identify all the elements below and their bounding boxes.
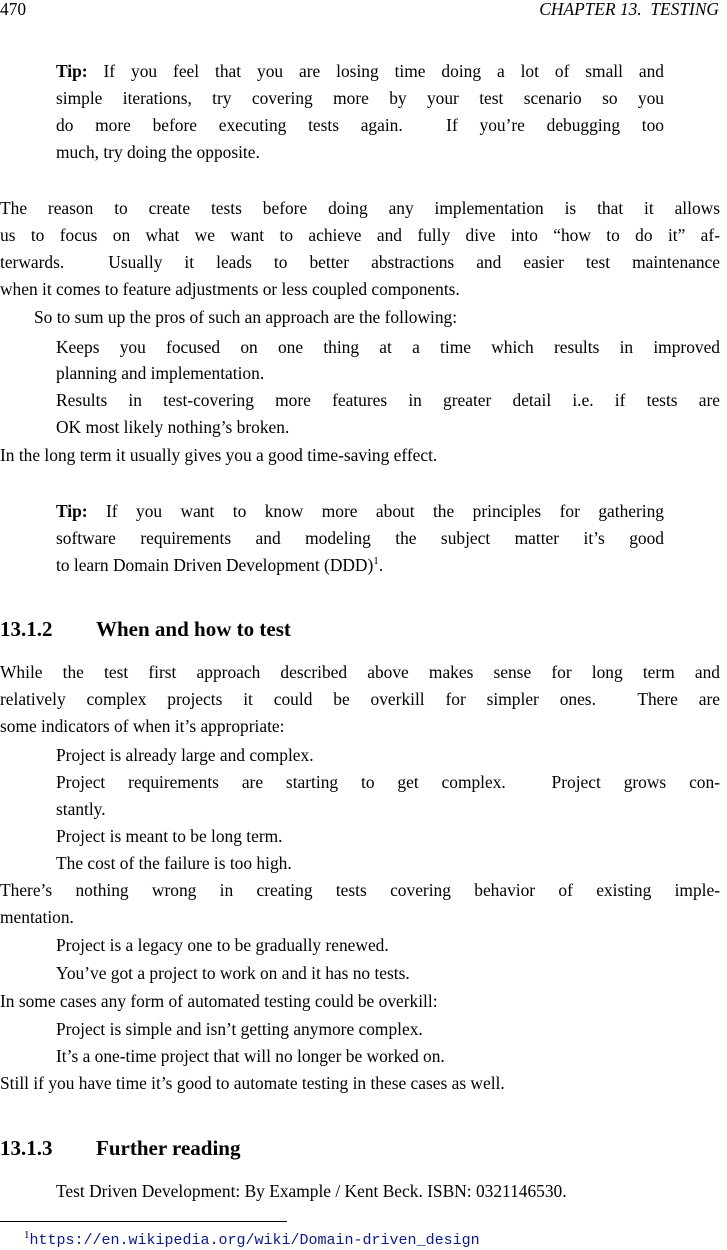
- para1-line-4: when it comes to feature adjustments or less coupled components.: [0, 279, 460, 299]
- pros-item-1-line-1: Keeps you focused on one thing at a time which results in improved: [56, 337, 720, 357]
- s132-closing: Still if you have time it’s good to automate testing in these cases as well.: [0, 1073, 505, 1093]
- pros-outro: In the long term it usually gives you a good time-saving effect.: [0, 445, 438, 465]
- tip1-text: If you feel that you are losing time doing a lot of small and: [103, 61, 664, 81]
- running-header-chapter: CHAPTER 13. TESTING: [539, 0, 719, 19]
- existing-item-1: Project is a legacy one to be gradually renewed.: [56, 935, 389, 955]
- existing-line-1: There’s nothing wrong in creating tests covering behavior of existing imple-: [0, 880, 720, 900]
- footnote-mark: 1: [24, 1229, 30, 1241]
- pros-item-2-line-1: Results in test-covering more features in greater detail i.e. if tests are: [56, 390, 720, 410]
- tip2-line-2: software requirements and modeling the subject matter it’s good: [56, 528, 664, 548]
- indicator-item-2-line-2: stantly.: [56, 799, 106, 819]
- page-number: 470: [0, 0, 27, 19]
- indicator-item-4: The cost of the failure is too high.: [56, 853, 292, 873]
- footnote: [24, 1226, 480, 1250]
- tip1-label: Tip:: [56, 61, 88, 81]
- indicator-item-2-line-1: Project requirements are starting to get complex. Project grows con-: [56, 772, 720, 792]
- s132-intro-line-1: While the test first approach described above makes sense for long term and: [0, 662, 720, 682]
- indicator-item-1: Project is already large and complex.: [56, 745, 314, 765]
- section-number: 13.1.3: [0, 1136, 53, 1160]
- para1-line-1: The reason to create tests before doing any implementation is that it allows: [0, 198, 720, 218]
- para1-line-2: us to focus on what we want to achieve and fully dive into “how to do it” af-: [0, 225, 720, 245]
- pros-item-2-line-2: OK most likely nothing’s broken.: [56, 417, 290, 437]
- s132-intro-line-2: relatively complex projects it could be overkill for simpler ones. There are: [0, 689, 720, 709]
- section-heading-13-1-3: [0, 1135, 240, 1161]
- tip2-text: If you want to know more about the principles for gathering: [106, 501, 664, 521]
- overkill-item-1: Project is simple and isn’t getting anymore complex.: [56, 1019, 423, 1039]
- tip1-line-2: simple iterations, try covering more by your test scenario so you: [56, 88, 664, 108]
- footnote-ref: 1: [373, 555, 379, 567]
- pros-item-1-line-2: planning and implementation.: [56, 363, 265, 383]
- s132-intro-line-3: some indicators of when it’s appropriate:: [0, 716, 285, 736]
- overkill-intro: In some cases any form of automated testing could be overkill:: [0, 991, 438, 1011]
- para1-line-3: terwards. Usually it leads to better abstractions and easier test maintenance: [0, 252, 720, 272]
- section-title: When and how to test: [96, 617, 291, 641]
- overkill-item-2: It’s a one-time project that will no longer be worked on.: [56, 1046, 445, 1066]
- section-number: 13.1.2: [0, 617, 53, 641]
- tip1-line-3: do more before executing tests again. If you’re debugging too: [56, 115, 664, 135]
- tip2-end: .: [378, 555, 384, 575]
- tip2-line-3-text: to learn Domain Driven Development (DDD): [56, 555, 374, 575]
- section-title: Further reading: [96, 1136, 241, 1160]
- existing-item-2: You’ve got a project to work on and it has no tests.: [56, 963, 410, 983]
- footnote-link[interactable]: https://en.wikipedia.org/wiki/Domain-driven_design: [29, 1232, 480, 1249]
- footnote-rule: [0, 1221, 287, 1222]
- section-heading-13-1-2: [0, 616, 291, 642]
- tip2-line-1: [56, 500, 664, 522]
- pros-intro: So to sum up the pros of such an approach are the following:: [34, 307, 458, 327]
- indicator-item-3: Project is meant to be long term.: [56, 826, 283, 846]
- tip2-label: Tip:: [56, 501, 88, 521]
- existing-line-2: mentation.: [0, 907, 74, 927]
- tip2-line-3: [56, 554, 383, 576]
- tip1-line-4: much, try doing the opposite.: [56, 142, 260, 162]
- tip1-line-1: [56, 60, 664, 82]
- further-reading-item-1: Test Driven Development: By Example / Kent Beck. ISBN: 0321146530.: [56, 1181, 567, 1201]
